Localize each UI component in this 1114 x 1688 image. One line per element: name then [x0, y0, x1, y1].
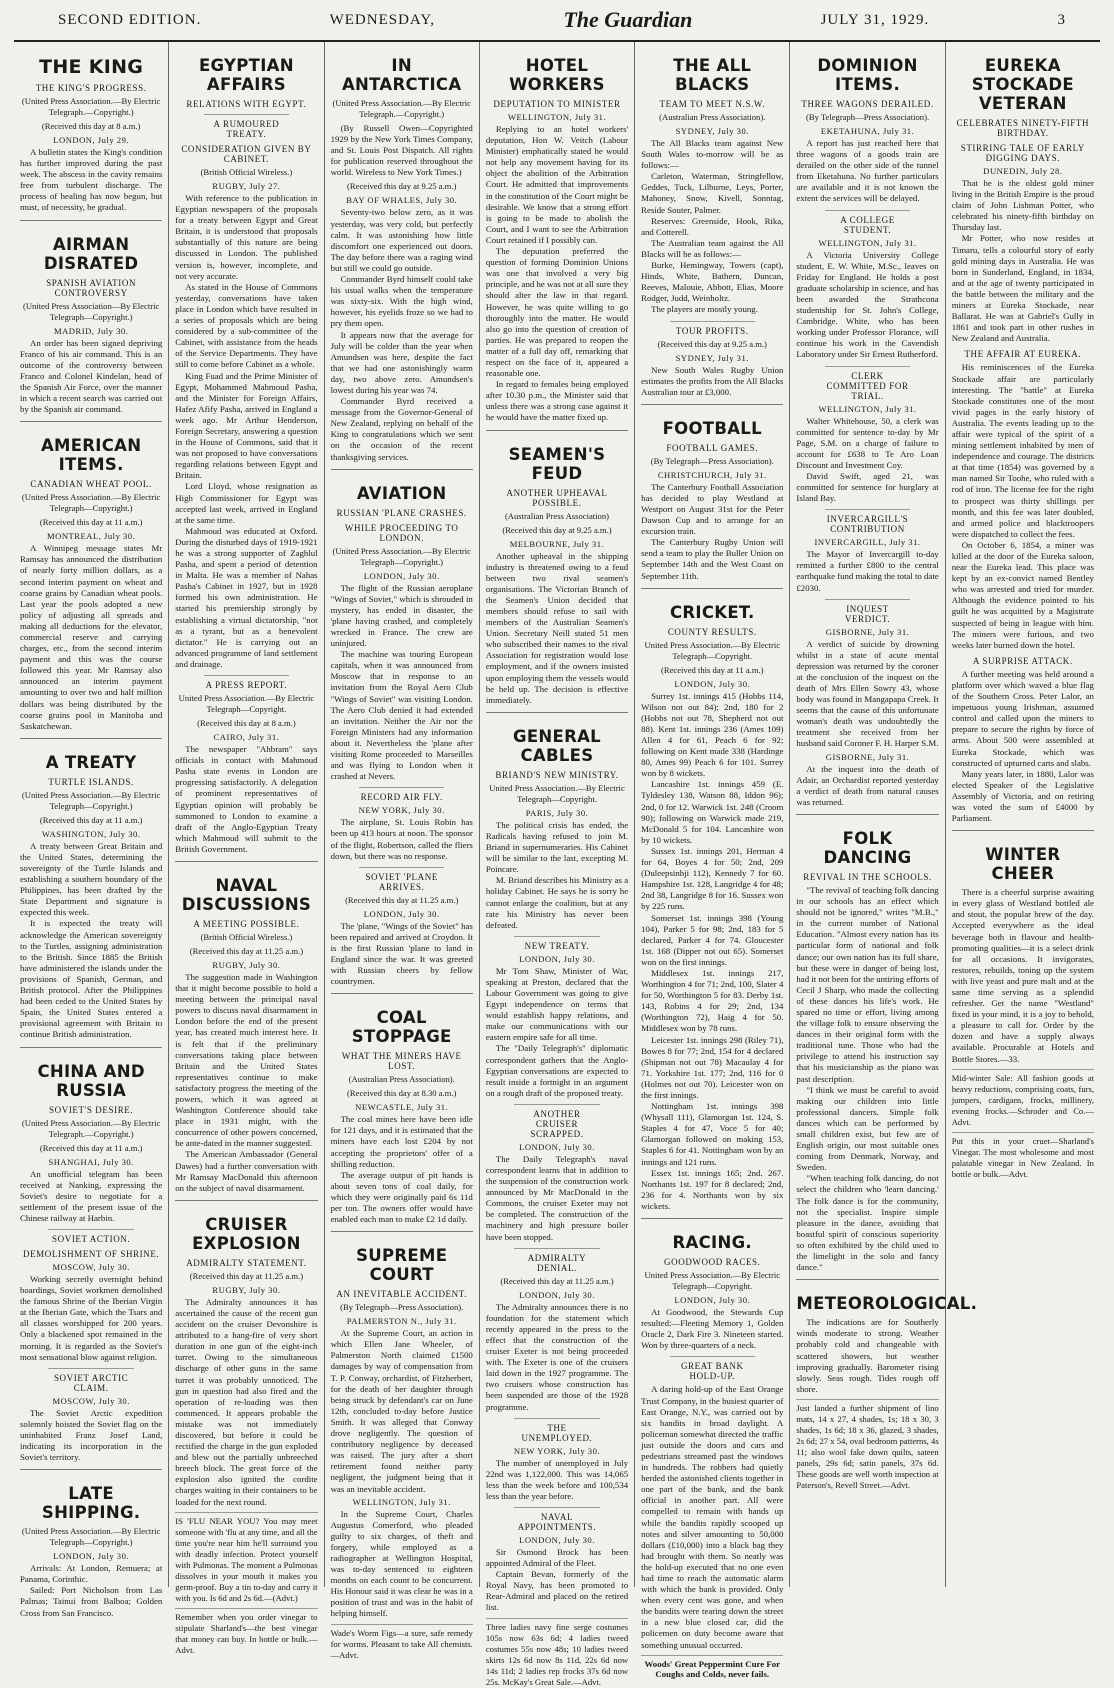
headline: EGYPTIAN AFFAIRS [198, 56, 294, 94]
dateline: RUGBY, July 30. [212, 959, 281, 970]
paragraph: The average output of pit hands is about seven tons of coal daily, for which they were originally paid 6s 11d per ton. The owners offer would have enabled each man to make £2 1d daily. [330, 1169, 473, 1225]
column-2 [169, 42, 324, 1655]
paragraph: Leicester 1st. innings 298 (Riley 71), Bowes 8 for 77; 2nd, 154 for 4 declared (Shipman not out 78) Macaulay 4 for 71. Yorkshire 1st. 177; 2nd, 116 for 0 (Holmes not out 70). Leicester won on the first innings. [641, 1034, 784, 1100]
paragraph: Walter Whitehouse, 50, a clerk was committed for sentence to-day by Mr Page, S.M. on a charge of failure to account for £638 to Te Aro Loan Discount and Investment Coy. [796, 415, 939, 470]
headline: DOMINION ITEMS. [817, 56, 918, 94]
received-line: (Received this day at 11 a.m.) [39, 517, 143, 528]
received-line: (Received this day at 9.25 a.m.) [347, 181, 457, 192]
subhead: A COLLEGE STUDENT. [825, 210, 910, 235]
source-line: (United Press Association.—By Electric Telegraph—Copyright.) [332, 545, 471, 567]
dateline: LONDON, July 30. [519, 953, 595, 964]
received-line: (Received this day at 11 a.m.) [660, 664, 764, 675]
source-line: (British Official Wireless.) [200, 167, 293, 177]
subhead: BRIAND'S NEW MINISTRY. [495, 769, 619, 780]
paragraph: Commander Byrd himself could take his usual walks when the temperature was sixty-six. With the high wind, however, his eyelids froze so we had to pry them open. [330, 274, 473, 329]
paragraph: The 'plane, "Wings of the Soviet" has been repaired and arrived at Croydon. It is the first Russian 'plane to land in England since the war. It was greeted with Russian cheers by fellow countrymen. [330, 920, 473, 987]
paragraph: "I think we must be careful to avoid making our children into little professional dancers. Simple folk dances which can be performed by small children exist, but few are of English origin, our most suitable ones coming from Denmark, Norway, and Sweden. [796, 1084, 939, 1173]
subhead: DEMOLISHMENT OF SHRINE. [22, 1248, 160, 1259]
dateline: INVERCARGILL, July 31. [814, 537, 921, 548]
story-egyptian-affairs [175, 56, 317, 855]
source-line: (United Press Association.—By Electric Telegraph—Copyright.) [21, 789, 161, 811]
received-line: (Received this day at 9.25 a.m.) [502, 524, 612, 535]
subhead: ADMIRALTY STATEMENT. [186, 1257, 307, 1268]
subhead: SOVIET'S DESIRE. [49, 1104, 134, 1115]
subhead: INVERCARGILL'S CONTRIBUTION [825, 509, 910, 534]
story-hotel-workers [486, 56, 628, 424]
advertisement: Just landed a further shipment of lino mats, 14 x 27, 4 shades, 1s; 18 x 30, 3 shades, 1s 6d; 18 x 36, glazed, 3 shades, 2s 6d; 27 x 54, oval bedroom patterns, 4s 11; also wool fake down quilts, sateen panels, 29s 6d; satin panels, 37s 6d. These goods are well worth inspection at Paterson's, Revell Street.—Advt. [796, 1399, 938, 1491]
headline: FOOTBALL [662, 418, 762, 438]
subhead: WHILE PROCEEDING TO LONDON. [344, 522, 459, 543]
story-seamens-feud [486, 430, 628, 706]
subhead: THE UNEMPLOYED. [514, 1418, 599, 1443]
paragraph: A daring hold-up of the East Orange Trust Company, in the busiest quarter of East Orange, N.Y., was carried out by six bandits in broad daylight. A policeman somewhat directed the traffic just outside the doors and cars and pedestrians streamed past the windows in hundreds. The robbers had quietly herded the astonished clients together in one part of the bank, and the bank official in another part. All were compelled to remain with hands up while the bandits rapidly scooped up notes and silver amounting to 50,000 dollars (£10,000) into a black bag they had brought with them. So neatly was the hold-up executed that no one even had time to reach the automatic alarm with which the bank is provided. Only when every cent was gone, and when the bandits were tearing down the street in a new blue closed car, did the policemen on duty become aware that something unusual occurred. [641, 1384, 784, 1650]
headline: SEAMEN'S FEUD [508, 444, 606, 483]
subhead: THREE WAGONS DERAILED. [801, 99, 934, 109]
paragraph: Commander Byrd received a message from the Governor-General of New Zealand, replying on behalf of the King to congratulations which we sent on the occasion of the recent thanksgiving services. [330, 396, 473, 462]
headline: HOTEL WORKERS [509, 56, 605, 94]
paragraph: At the inquest into the death of Adair, an Orchardist reported yesterday a verdict of death from natural causes was returned. [796, 763, 939, 807]
source-line: United Press Association.—By Electric Telegraph—Copyright. [644, 639, 781, 661]
story-supreme-court [331, 1231, 473, 1660]
dateline: PALMERSTON N., July 31. [346, 1316, 457, 1327]
story-racing [641, 1218, 783, 1679]
column-4 [480, 42, 635, 1687]
paragraph: An unofficial telegram has been received at Nanking, expressing the Soviet's desire to negotiate for a settlement of the present issue of the Chinese railway at Harbin. [20, 1168, 163, 1223]
advertisement: Mid-winter Sale: All fashion goods at heavy reductions, comprising coats, furs, jumpers, cardigans, frocks, millinery, evening frocks.—Schroder and Co.—Advt. [952, 1069, 1094, 1128]
subhead: REVIVAL IN THE SCHOOLS. [803, 871, 932, 882]
received-line: (Received this day at 11 a.m.) [39, 814, 143, 825]
headline: METEOROLOGICAL. [796, 1294, 978, 1314]
headline: NAVAL DISCUSSIONS [181, 875, 312, 914]
subhead: SOVIET 'PLANE ARRIVES. [359, 867, 444, 892]
received-line: (Received this day at 11.25 a.m.) [500, 1275, 614, 1286]
source-line: (United Press Association—By Electric Telegraph—Copyright.) [22, 300, 160, 322]
received-line: (Received this day at 11.25 a.m.) [189, 945, 304, 956]
dateline: WELLINGTON, July 31. [818, 403, 917, 414]
headline: IN ANTARCTICA [341, 56, 462, 94]
source-line: (By Telegraph—Press Association). [650, 455, 774, 466]
headline: SUPREME COURT [356, 1246, 448, 1285]
source-line: (United Press Association.—By Electric Telegraph—Copyright.) [21, 492, 161, 514]
paragraph: Another upheaval in the shipping industry is threatened owing to a feud between two rival seamen's organisations. The Victorian Branch of the Seamen's Union decided that members should refuse to sail with members of the Australian Seamen's Union. Secretary Neill stated 51 men who subscribed their names to the rival Association for registration would lose employment, and if the owners insisted upon employing them the vessels would be held up. The decision is effective immediately. [485, 550, 629, 705]
received-line: (Received this day at 8.30 a.m.) [347, 1088, 457, 1099]
source-line: (United Press Association.—By Electric Telegraph.—Copyright.) [21, 96, 161, 117]
headline: THE ALL BLACKS [673, 56, 752, 94]
source-line: United Press Association.—By Electric Telegraph—Copyright. [644, 1270, 781, 1292]
subhead: NAVAL APPOINTMENTS. [514, 1507, 599, 1532]
story-coal-stoppage [331, 993, 473, 1225]
subhead: SOVIET ARCTIC CLAIM. [48, 1368, 133, 1393]
paragraph: Carleton, Waterman, Stringfellow, Geddes, Tuck, Lilburne, Leys, Porter, Mahoney, Snow, Kivell, Sonntag, Reside Souter, Palmer. [641, 171, 784, 215]
dateline: WELLINGTON, July 31. [507, 112, 607, 122]
paragraph: At Goodwood, the Stewards Cup resulted:—Fleeting Memory 1, Golden Oracle 2, Dark Fire 3. Nineteen started. Won by three-quarters of a neck. [641, 1307, 784, 1351]
paragraph: The indications are for Southerly winds moderate to strong. Weather probably cold and changeable with scattered showers, but weather improving gradually. Barometer rising slowly. Seas rough. Tides rough off shore. [796, 1317, 939, 1394]
paragraph: Reserves: Greenside, Hook, Rika, and Cotterell. [641, 215, 784, 237]
dateline: LONDON, July 30. [674, 678, 751, 689]
subhead: RUSSIAN 'PLANE CRASHES. [336, 507, 467, 518]
headline: AMERICAN ITEMS. [40, 436, 142, 475]
paragraph: The Australian team against the All Blacks will be as follows:— [641, 237, 784, 259]
received-line: (Received this day at 8 a.m.) [197, 718, 296, 729]
subhead: THE KING'S PROGRESS. [35, 83, 147, 93]
story-eureka-stockade [952, 56, 1094, 824]
subhead: FOOTBALL GAMES. [666, 442, 759, 453]
dateline: LONDON, July 30. [363, 908, 440, 919]
story-cricket [641, 588, 783, 1212]
paragraph: David Swift, aged 21, was committed for sentence for burglary at Island Bay. [796, 470, 939, 504]
advertisement: Remember when you order vinegar to stipulate Sharland's—the best vinegar that money can buy. In bottle or bulk.—Advt. [175, 1608, 317, 1656]
subhead: A MEETING POSSIBLE. [193, 918, 300, 929]
paragraph: Nottingham 1st. innings 398 (Whysall 111), Glamorgan 1st. 124, S. Staples 4 for 47, Voce 5 for 40; Glamorgan followed on making 153, Staples 6 for 41. Nottingham won by an innings and 121 runs. [641, 1101, 784, 1167]
headline: THE KING [39, 56, 144, 78]
paragraph: (By Russell Owen—Copyrighted 1929 by the New York Times Company, and St. Louis Post Dispatch. All rights for publication reserved throughout the world. Wireless to New York Times.) [330, 123, 473, 178]
date-label: JULY 31, 1929. [820, 11, 930, 28]
paragraph: Many years later, in 1880, Lalor was elected Speaker of the Legislative Assembly of Victoria, and on retiring was voted the sum of £4000 by Parliament. [951, 768, 1094, 824]
subhead: WHAT THE MINERS HAVE LOST. [341, 1051, 462, 1072]
source-line: (United Press Association.—By Electric Telegraph.—Copyright.) [332, 98, 471, 119]
paragraph: The coal mines here have been idle for 121 days, and it is estimated that the miners have each lost £204 by not accepting the proprietors' offer of a shilling reduction. [330, 1114, 473, 1169]
source-line: United Press Association.—By Electric Telegraph—Copyright. [489, 782, 625, 804]
dateline: MADRID, July 30. [53, 325, 129, 336]
paragraph: An order has been signed depriving Franco of his air command. This is an outcome of the controversy between Franco and Colonel Kindelan, head of the Spanish Air Force, over the manner in which a recent search was carried out by the Spanish air command. [20, 337, 163, 415]
paragraph: Somerset 1st. innings 398 (Young 104), Parker 5 for 98; 2nd, 183 for 5 declared, Parker 4 for 74. Gloucester 1st. 168 (Dipper not out 65). Somerset won on the first innings. [641, 912, 784, 967]
column-1 [14, 42, 169, 1618]
paragraph: Sailed: Port Nicholson from Las Palmas; Tainui from Balboa; Golden Cross from San Francisco. [20, 1585, 163, 1618]
subhead: CLERK COMMITTED FOR TRIAL. [825, 366, 910, 401]
dateline: WELLINGTON, July 31. [352, 1496, 451, 1507]
story-treaty [20, 738, 162, 1041]
subhead: SPANISH AVIATION CONTROVERSY [46, 277, 137, 298]
paper-title: The Guardian [563, 7, 693, 32]
story-airman [20, 220, 162, 416]
received-line: (Received this day at 8 a.m.) [41, 121, 141, 131]
dateline: GISBORNE, July 31. [825, 751, 910, 762]
dateline: MOSCOW, July 30. [52, 1261, 130, 1272]
column-5 [635, 42, 790, 1679]
advertisement: Wade's Worm Figs—a sure, safe remedy for worms. Pleasant to take All chemists.—Advt. [331, 1624, 473, 1661]
paragraph: Arrivals: At London, Remuera; at Panama, Corinthic. [20, 1563, 163, 1585]
paragraph: The Admiralty announces there is no foundation for the statement which recently appeared in the press to the effect that the construction of the cruiser Exeter is not being proceeded with. The Exeter is one of the cruisers laid down in the 1927 programme. The two cruisers whose construction has been suspended are those of the 1928 programme. [485, 1301, 629, 1412]
subhead: SOVIET ACTION. [48, 1229, 133, 1244]
subhead: RELATIONS WITH EGYPT. [186, 99, 307, 109]
dateline: BAY OF WHALES, July 30. [346, 195, 458, 206]
dateline: SYDNEY, July 31. [675, 352, 749, 363]
paragraph: The Daily Telegraph's naval correspondent learns that in addition to the suspension of the construction work announced by Mr MacDonald in the Commons, the cruiser Exeter may not be completed. The construction of the machinery and high pressure boiler have been stopped. [485, 1153, 629, 1242]
received-line: (Received this day at 11.25 a.m.) [345, 894, 459, 905]
dateline: LONDON, July 30. [519, 1141, 595, 1152]
received-line: (Received this day at 11.25 a.m.) [189, 1270, 304, 1281]
dateline: RUGBY, July 27. [212, 181, 281, 191]
paragraph: There is a cheerful surprise awaiting in every glass of Westland bottled ale and stout, the popular brew of the day. Accepted everywhere as the ideal beverage both in flavour and health-promoting qualities—it is a select drink for all occasions. It invigorates, restores, rebuilds, toning up the system with live yeast and pure malt and at the same time serving as a splendid refresher. Get the name "Westland" fixed in your mind, it is a joy to behold, a pleasure to call for. Order by the dozen and have a supply always available. Procurable at Hotels and Bottle Stores.—33. [951, 887, 1094, 1064]
paragraph: The Canterbury Football Association has decided to play Westland at Westport on August 31st for the Peter Dawson Cup and to arrange for an excursion train. [641, 481, 784, 537]
subhead: ANOTHER UPHEAVAL POSSIBLE. [506, 487, 608, 508]
masthead [14, 0, 1100, 42]
dateline: LONDON, July 30. [519, 1534, 595, 1545]
paragraph: Sir Osmond Brock has been appointed Admiral of the Fleet. [485, 1546, 629, 1569]
paragraph: His reminiscences of the Eureka Stockade affair are particularly interesting. The "battle" at Eureka Stockade constitutes one of the most vivid pages in the early history of Australia. The events leading up to the affair were typical of the spirit of a mining settlement inhabited by men of independence and courage. The districts at that time (1854) was governed by a man named Sir Toohe, who ruled with a rod of iron. The license fee for the right to prospect was thirty shillings per month, and this fee was later doubled, and armed police and blacktroopers were dispatched to collect the fees. [951, 362, 1094, 539]
dateline: SHANGHAI, July 30. [48, 1156, 134, 1167]
paragraph: "The revival of teaching folk dancing in our schools has an effect which should not be ignored," writes "M.B.," in the current number of National Education. "Almost every nation has its particular form of national and folk dance; our own nation has its full share, but these were in danger of being lost, had it not been for the untiring efforts of Cecil J Sharp, who made the collecting of these dances his life's work. He spared no time or effort, living among the village folk to ensure observing the dances in their original form with the traditional tune. Those who had the privilege to attend his instruction say that his musicianship as the piano was past description. [796, 884, 939, 1084]
dateline: LONDON, July 30. [363, 570, 440, 581]
story-all-blacks [641, 56, 783, 398]
paragraph: The Mayor of Invercargill to-day remitted a further £800 to the central earthquake fund making the total to date £2030. [796, 549, 939, 593]
subhead: CONSIDERATION GIVEN BY CABINET. [181, 144, 312, 164]
paragraph: The players are mostly young. [651, 304, 758, 315]
paragraph: That he is the oldest gold miner living in the British Empire is the proud claim of John Lishman Potter, who celebrated his ninety-fifth birthday on Thursday last. [951, 178, 1094, 233]
headline: RACING. [672, 1233, 752, 1253]
story-general-cables [486, 712, 628, 1688]
dateline: DUNEDIN, July 28. [983, 166, 1063, 176]
dateline: MOSCOW, July 30. [52, 1395, 130, 1406]
subhead: A RUMOURED TREATY. [204, 114, 289, 139]
dateline: PARIS, July 30. [525, 807, 589, 818]
subhead: TURTLE ISLANDS. [48, 776, 134, 787]
subhead: ANOTHER CRUISER SCRAPPED. [514, 1104, 599, 1139]
paragraph: The suggestion made in Washington that it might become possible to hold a meeting between the principal naval powers to discuss naval disarmament in London before the end of the present year, has created much interest here. It is felt that if the preliminary conversations taking place between Britain and the United States representatives continue to make satisfactory progress the meeting of the powers, which it was agreed at Washington Conference should take place in 1931 might, with the concurrence of other powers concerned, be ante-dated in the manner suggested. [175, 971, 318, 1149]
paragraph: With reference to the publication in Egyptian newspapers of the proposals for a treaty between Egypt and Great Britain, it is understood that proposals substantially of this nature are being discussed in London. The published version is, however, incomplete, and not very accurate. [175, 193, 318, 281]
dateline: GISBORNE, July 31. [825, 626, 910, 637]
paragraph: At the Supreme Court, an action in which Ellen Jane Wheeler, of Palmerston North claimed £1500 damages by way of compensation from T. P. Conway, orchardist, of Fitzherbert, for the death of her daughter through being struck by defendant's car on June 12th, concluded to-day before Justice Smith. It was alleged that Conway drove negligently. The question of contributory negligence by deceased was raised. The jury after a short retirement found neither party negligent, the judgment being that it was an inevitable accident. [330, 1328, 473, 1494]
subhead: ADMIRALTY DENIAL. [514, 1248, 599, 1273]
paragraph: A report has just reached here that three wagons of a goods train are derailed on the other side of the tunnel from Eketahuna. No further particulars are available and it is not known the extent the services will be delayed. [796, 138, 939, 204]
story-football [641, 404, 783, 582]
dateline: LONDON, July 30. [674, 1295, 751, 1306]
headline: AVIATION [356, 483, 447, 503]
story-king [20, 56, 162, 214]
subhead: GREAT BANK HOLD-UP. [670, 1356, 755, 1381]
paragraph: A verdict of suicide by drowning whilst in a state of acute mental depression was returned by the coroner at the conclusion of the inquest on the death of Mrs Ellen Sowry 43, whose body was found in Mangapapa Creek. It seems that the cause of this unfortunate woman's death was undoubtedly the treatment she received from her husband said Coroner F. H. Harper S.M. [796, 638, 939, 749]
source-line: (Australian Press Association). [348, 1074, 455, 1085]
story-dominion-items [796, 56, 938, 808]
story-american-items [20, 421, 162, 732]
dateline: WELLINGTON, July 31. [818, 237, 917, 248]
paragraph: Seventy-two below zero, as it was yesterday, was very cold, but perfectly calm. It was astonishing how little discomfort one experienced out doors. The day before there was a raging wind but still we could go outside. [330, 207, 473, 273]
subhead: A PRESS REPORT. [204, 675, 289, 690]
subhead: CELEBRATES NINETY-FIFTH BIRTHDAY. [956, 118, 1090, 138]
received-line: (Received this day at 11 a.m.) [39, 1142, 143, 1153]
story-china-russia [20, 1047, 162, 1464]
dateline: LONDON, July 30. [519, 1289, 595, 1300]
paragraph: King Fuad and the Prime Minister of Egypt, Mohammed Mahmoud Pasha, and the Minister for Foreign Affairs, Hafez Afify Pasha, arrived in England a week ago. Mr Arthur Henderson, Foreign Secretary, answering a question in the House of Commons, said that it was not proposed to have conversations regarding relations between Egypt and Britain. [175, 370, 318, 481]
paragraph: A Victoria University College student, E. W. White, M.Sc., leaves on Friday for England. He holds a post graduate scholarship in science, and has been awarded the Strathcona studentship for St. John's College, Cambridge. White, who has been working under Professor Florance, will continue his work in the Cavendish Laboratory under Sir Ernest Rutherford. [796, 249, 939, 360]
headline: LATE SHIPPING. [41, 1484, 141, 1523]
subhead: TEAM TO MEET N.S.W. [659, 99, 766, 109]
story-aviation [331, 469, 473, 988]
paragraph: The Soviet Arctic expedition solemnly hoisted the Soviet flag on the uninhabited Franz Josef Land, indicating its incorporation in the Soviet's territory. [20, 1407, 163, 1463]
paragraph: New South Wales Rugby Union estimates the profits from the All Blacks Australian tour at £3,000. [641, 364, 784, 397]
received-line: (Received this day at 9.25 a.m.) [657, 338, 767, 349]
paragraph: The political crisis has ended, the Radicals having refused to join M. Briand in supernumeraries. His Cabinet will be similar to the last, excepting M. Poincare. [485, 819, 629, 875]
story-winter-cheer [952, 830, 1094, 1180]
advertisement: Three ladies navy fine serge costumes 105s now 63s 6d; 4 ladies tweed costumes 55s now 48s; 10 ladies tweed skirts 12s 6d now 8s 11d, 22s 6d now 14s 11d; 2 ladies rep frocks 37s 6d now 25s. McKay's Great Sale.—Advt. [486, 1618, 628, 1688]
subhead: COUNTY RESULTS. [667, 626, 757, 637]
column-6 [790, 42, 978, 1587]
dateline: MELBOURNE, July 31. [509, 538, 605, 549]
paragraph: Mr Tom Shaw, Minister of War, speaking at Preston, declared that the Labour Government was going to give Egypt independence on terms that would establish happy relations, and make our communications with our eastern empire safe for all time. [485, 965, 629, 1043]
subhead: A SURPRISE ATTACK. [972, 655, 1073, 666]
edition-label: SECOND EDITION. [58, 11, 202, 28]
source-line: (British Official Wireless.) [200, 931, 293, 942]
paragraph: In regard to females being employed after 10.30 p.m., the Minister said that unless there was a strong case against it he would have the matter fixed up. [485, 379, 629, 423]
story-late-shipping [20, 1469, 162, 1618]
dateline: RUGBY, July 30. [212, 1284, 281, 1295]
paragraph: It is expected the treaty will acknowledge the American sovereignty to the Turtles, assigning administration to the British. Since 1885 the British have administered the islands under the provisions of Spanish, German, and British protocol. After the Philippines had been ceded to the United States by Spain, the United States entered a provisional agreement with Britain to continue British administration. [20, 918, 163, 1040]
paragraph: The All Blacks team against New South Wales to-morrow will be as follows:— [641, 138, 784, 171]
headline: CRICKET. [669, 602, 755, 622]
headline: FOLK DANCING [823, 828, 912, 867]
paragraph: Mr Potter, who now resides at Timaru, tells a colourful story of early gold mining days in Australia. He was born in Sunderland, England, in 1834, and at the age of twenty participated in the battle between the military and the miners at Eureka Stockade, near Ballarat. He was at Gabriel's Gully in 1861 and took part in other rushes in New Zealand and Australia. [951, 233, 1094, 344]
paragraph: Captain Bevan, formerly of the Royal Navy, has been promoted to Rear-Admiral and placed on the retired list. [485, 1569, 629, 1613]
paragraph: The "Daily Telegraph's" diplomatic correspondent gathers that the Anglo-Egyptian conversations are expected to result inside a fortnight in an argument on a rough draft of the proposed treaty. [485, 1043, 629, 1098]
subhead: NEW TREATY. [514, 936, 599, 951]
paragraph: The airplane, St. Louis Robin has been up 413 hours at noon. The sponsor of the flight, Robertson, called the fliers down, but there was no response. [330, 817, 473, 861]
headline: COAL STOPPAGE [351, 1008, 452, 1047]
story-folk-dancing [796, 814, 938, 1273]
paragraph: On October 6, 1854, a miner was killed at the door of the Eureka saloon, near the Eureka lead. This place was kept by an ex-convict named Bentley who was arrested and tried for murder. Although the evidence pointed to his guilt he was acquitted by a Magistrate suspected of being in league with him. The miners were furious, and two weeks later burned down the hotel. [951, 539, 1094, 650]
subhead: DEPUTATION TO MINISTER [493, 99, 621, 109]
page-number: 3 [1057, 11, 1066, 28]
source-line: United Press Association.—By Electric Telegraph—Copyright. [178, 693, 315, 715]
subhead: TOUR PROFITS. [670, 321, 755, 336]
day-label: WEDNESDAY, [329, 11, 436, 28]
paragraph: Working secretly overnight behind boardings, Soviet workmen demolished the famous Shrine of the Iberian Virgin at the Iberian Gate, which the Tsars and all classes worshipped for 200 years. Only a blackened spot remained in the morning. It is regarded as the Soviet's most sensational blow against religion. [20, 1273, 163, 1362]
paragraph: As stated in the House of Commons yesterday, conversations have taken place in London which have resulted in a series of proposals which are being considered by a sub-committee of the Cabinet, with assistance from the heads of the Service Departments. They have still to come before Cabinet as a whole. [175, 281, 318, 370]
paragraph: A further meeting was held around a platform over which waved a blue flag of the Southern Cross. Peter Lalor, an impetuous young Irishman, assumed control and called upon the miners to prepare to secure the rights by force of arms. About 500 were assembled at Eureka Stockade, which was constructed of upturned carts and slabs. [951, 668, 1094, 768]
paragraph: Lancashire 1st. innings 459 (E. Tyldesley 138, Watson 88, Iddon 96); 2nd, 0 for 12. Warwick 1st. 248 (Croom 90); following on Warwick made 219, McDonald 5 for 104. Lancashire won by 10 wickets. [641, 779, 784, 845]
paragraph: Lord Lloyd, whose resignation as High Commissioner for Egypt was accepted last week, arrived in England at the same time. [175, 481, 318, 525]
dateline: NEWCASTLE, July 31. [355, 1102, 449, 1113]
headline: A TREATY [45, 752, 137, 772]
story-cruiser-explosion [175, 1200, 317, 1656]
paragraph: Essex 1st. innings 165; 2nd. 267. Northants 1st. 197 for 8 declared; 2nd, 236 for 4. Northants won by six wickets. [641, 1167, 784, 1211]
subhead: INQUEST VERDICT. [825, 599, 910, 624]
paragraph: The newspaper "Ahbram" says officials in contact with Mahmoud Pasha state events in London are progressing satisfactorily. A delegation of prominent representatives of Egyptian opinion will probably be summoned to London to examine a draft of the Anglo-Egyptian Treaty which Mahmoud will submit to the British Government. [175, 744, 318, 854]
headline: CRUISER EXPLOSION [192, 1214, 301, 1253]
paragraph: "When teaching folk dancing, do not select the children who 'learn dancing.' The folk dance is for the community, not the specialist. Inspire simple pleasure in the dance, avoiding that boastful spirit of conscious superiority so often exhibited by the child used to the limelight in the solo and fancy dance." [796, 1173, 939, 1273]
dateline: LONDON, July 29. [53, 135, 130, 145]
column-7 [946, 42, 1100, 1587]
story-meteorological [796, 1279, 978, 1491]
paragraph: A Winnipeg message states Mr Ramsay has announced the distribution of nearly forty million dollars, as a second interim payment on wheat and coarse grains by Canadian wheat pools. Last year the pools adopted a new policy of adjusting all spreads and making all deductions for the elevator, commercial reserve and carrying charges, etc., from the second interim payment and this was the course followed this year. Mr Ramsay also announced an interim payment amounting to over two and half million dollars was being distributed by the coarse grains pool in Manitoba and Saskatchewan. [20, 543, 163, 731]
source-line: (By Telegraph—Press Association). [805, 112, 930, 122]
subhead: GOODWOOD RACES. [664, 1257, 761, 1268]
paragraph: The Canterbury Rugby Union will send a team to play the Buller Union on September 14th and the West Coast on September 11th. [641, 537, 784, 581]
paragraph: The flight of the Russian aeroplane "Wings of Soviet," which is shrouded in mystery, has ended in disaster, the 'plane having crashed, and completely wrecked in France. The crew are uninjured. [330, 582, 473, 649]
dateline: NEW YORK, July 30. [513, 1445, 601, 1456]
headline: GENERAL CABLES [512, 726, 601, 765]
columns [14, 42, 1100, 1687]
advertisement: Woods' Great Peppermint Cure For Coughs and Colds, never fails. [641, 1655, 783, 1679]
paragraph: M. Briand describes his Ministry as a holiday Cabinet. He says he is sorry he cannot enlarge the coalition, but at any rate his Ministry has never been defeated. [485, 875, 629, 930]
subhead: CANADIAN WHEAT POOL. [30, 479, 152, 490]
dateline: NEW YORK, July 30. [358, 805, 445, 816]
subhead: AN INEVITABLE ACCIDENT. [336, 1289, 468, 1300]
paragraph: Burke, Hemingway, Towers (capt), Hinds, White, Bathern, Duncan, Reeves, Malouie, Abbott, Elias, Moore Rodger, Judd, Weinholtz. [641, 260, 784, 304]
dateline: SYDNEY, July 30. [675, 126, 749, 136]
dateline: EKETAHUNA, July 31. [820, 126, 915, 136]
paragraph: A bulletin states the King's condition has further improved during the past week. The abscess in the cavity remains free from turbulent discharge. The process of healing has now begun, but must, of necessity, be gradual. [20, 147, 163, 213]
paragraph: In the Supreme Court, Charles Augustus Comerford, who pleaded guilty to six charges, of theft and forgery, while employed as a radiographer at Wellington Hospital, was to-day sentenced to eighteen months on each count to be concurrent. His Honour said it was clear he was in a position of trust and was in the habit of helping himself. [330, 1508, 473, 1619]
paragraph: Mahmoud was educated at Oxford. During the disturbed days of 1919-1921 he was a strong supporter of Zaghlul Pasha, and spent a period of detention in Malta. He was a member of Nahas Pasha's Cabinet in 1927, but in 1928 formed his own administration. He started his premiership strongly by establishing a virtual dictatorship, "not as a tyrant, but as a benevolent dictator." He is carrying out an advanced programme of land settlement and drainage. [175, 525, 318, 669]
paragraph: The Admiralty announces it has ascertained the cause of the recent gun accident on the cruiser Devonshire is attributed to a hang-fire of very short duration in one gun of the eight-inch turret. Owing to the simultaneous discharge of other guns in the same turret it was probably unnoticed. The gun in question had also fired and the operation of re-loading was then commenced. It appears probable the mistake was not immediately discovered, but before it could be rectified the charge in the gun exploded and blew out the partially unbreeched breech block. The great force of the explosion also ignited the cordite charges waiting in their containers to be loaded for the next round. [175, 1296, 318, 1507]
headline: EUREKA STOCKADE VETERAN [971, 56, 1074, 113]
headline: WINTER CHEER [985, 845, 1061, 884]
subhead: STIRRING TALE OF EARLY DIGGING DAYS. [960, 143, 1085, 163]
advertisement: IS 'FLU NEAR YOU? You may meet someone with 'flu at any time, and all the time you're near him he'll surround you with deadly infection. Protect yourself with Pulmonas. The moment a Pulmonas dissolves in your mouth it makes you germ-proof. Buy a tin to-day and carry it with you. Is 6d and 2s 6d.—(Advt.) [175, 1512, 317, 1604]
dateline: CAIRO, July 31. [213, 732, 280, 743]
subhead: THE AFFAIR AT EUREKA. [964, 349, 1082, 360]
paragraph: A treaty between Great Britain and the United States, determining the sovereignty of the Turtle Islands and establishing a southern boundary of the Philippines, has been drafted by the State Department and signature is expected this week. [20, 840, 163, 918]
paragraph: It appears now that the average for July will be colder than the year when Amundsen was here, despite the fact that we had one astonishingly warm day, two above zero. Amundsen's lowest during his year was 74. [330, 329, 473, 395]
paragraph: Surrey 1st. innings 415 (Hobbs 114, Wilson not out 84); 2nd, 180 for 2 (Hobbs not out 78, Shepherd not out 88). Kent 1st. innings 236 (Ames 109) Allen 4 for 61, Peach 6 for 92; following on Kent made 338 (Hardinge 80, Ames 99) Peach 6 for 101. Surrey won by 8 wickets. [641, 690, 784, 779]
column-3 [325, 42, 480, 1660]
paragraph: The deputation preferred the question of forming Dominion Unions was one that involved a very big principle, and he was not at all sure they should alter the law in that regard. However, he was quite willing to go thoroughly into the matter. He would also go into the question of creation of parties. He was prepared to reopen the matter of a full day off, remarking that respect on the face of it, appeared a reasonable one. [485, 246, 629, 379]
paragraph: Middlesex 1st. innings 217, Worthington 4 for 71; 2nd, 100, Slater 4 for 50, Worthington 5 for 83. Derby 1st. 143, Robins 4 for 29; 2nd, 134 (Worthington 72), Haig 4 for 50. Middlesex won by 78 runs. [641, 967, 784, 1034]
story-antarctica [331, 56, 473, 463]
paragraph: Sussex 1st. innings 201, Herman 4 for 64, Boyes 4 for 50; 2nd, 209 (Duleepsinhji 112), Kennedy 7 for 60. Hampshire 1st. 128, Langridge 4 for 48; 2nd 38, Langridge 8 for 16. Sussex won by 225 runs. [641, 845, 784, 912]
source-line: (By Telegraph—Press Association). [340, 1302, 464, 1313]
paragraph: The machine was touring European capitals, when it was announced from Moscow that in response to an invitation from the Royal Aero Club "Wings of Soviet" was visiting London. The Aero Club denied it had extended an invitation. Neither the Air nor the Foreign Ministers had any information about it. Nevertheless the 'plane after visiting Rome proceeded to Marseilles and was flying to London when it crashed at Nevers. [330, 649, 473, 782]
paragraph: The American Ambassador (General Dawes) had a further conversation with Mr Ramsay MacDonald this afternoon on the subject of naval disarmament. [175, 1149, 318, 1193]
headline: CHINA AND RUSSIA [37, 1061, 145, 1100]
paragraph: The number of unemployed in July 22nd was 1,122,000. This was 14,065 less than the week before and 100,534 less than the year before. [485, 1457, 629, 1501]
dateline: WASHINGTON, July 30. [41, 828, 141, 839]
dateline: LONDON, July 30. [53, 1551, 130, 1562]
headline: AIRMAN DISRATED [43, 234, 139, 273]
dateline: CHRISTCHURCH, July 31. [657, 469, 767, 480]
source-line: (Australian Press Association). [659, 112, 766, 122]
story-naval-discussions [175, 861, 317, 1194]
source-line: (United Press Association.—By Electric Telegraph—Copyright.) [21, 1526, 161, 1548]
dateline: MONTREAL, July 30. [47, 531, 136, 542]
source-line: (Australian Press Association) [504, 510, 610, 521]
source-line: (United Press Association.—By Electric Telegraph.—Copyright.) [21, 1117, 161, 1139]
subhead: RECORD AIR FLY. [359, 787, 444, 802]
advertisement: Put this in your cruet—Sharland's Vinegar. The most wholesome and most palatable vinegar in New Zealand. In bottle or bulk.—Advt. [952, 1132, 1094, 1180]
paragraph: Replying to an hotel workers' deputation, Hon W. Veitch (Labour Minister) emphatically stated he would not help any movement having for its object the abolition of the Arbitration Court. He admitted that improvements in the constitution of the Court might be desirable. We know that a strong effort is going to be made to abolish the Court, and I want to see the Arbitration Court retained if I possibly can. [485, 124, 629, 245]
